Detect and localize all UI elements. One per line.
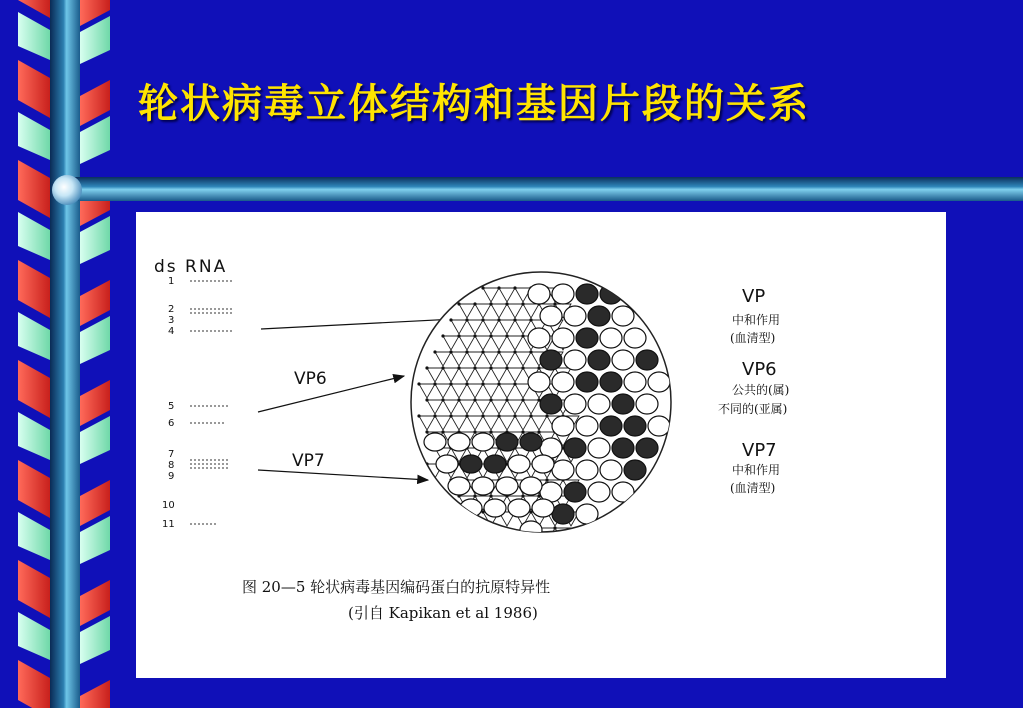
capsid-lattice-node xyxy=(473,366,476,369)
capsid-lattice-node xyxy=(433,350,436,353)
capsomere xyxy=(564,482,586,502)
capsomere xyxy=(624,460,646,480)
segment-number: 9 xyxy=(168,471,175,482)
capsid-lattice-node xyxy=(529,350,532,353)
capsomere xyxy=(576,460,598,480)
capsid-lattice-node xyxy=(505,302,508,305)
capsomere xyxy=(448,477,470,495)
capsid-lattice-node xyxy=(449,414,452,417)
capsid-lattice-node xyxy=(417,414,420,417)
capsomere xyxy=(496,433,518,451)
ribbon-red-segment xyxy=(18,360,50,418)
capsomere xyxy=(528,372,550,392)
capsid-lattice-node xyxy=(473,430,476,433)
capsid-lattice-node xyxy=(521,334,524,337)
capsid-lattice-node xyxy=(537,430,540,433)
capsid-lattice-node xyxy=(489,398,492,401)
capsid-lattice-node xyxy=(497,318,500,321)
capsid-lattice-node xyxy=(425,366,428,369)
capsid-lattice-node xyxy=(489,430,492,433)
vp7-line2: (血清型) xyxy=(730,481,776,495)
capsomere xyxy=(484,455,506,473)
capsomere xyxy=(600,416,622,436)
capsomere xyxy=(624,372,646,392)
capsomere xyxy=(552,416,574,436)
segment-number: 1 xyxy=(168,276,175,287)
capsomere xyxy=(636,438,658,458)
vp6-name: VP6 xyxy=(742,359,777,380)
capsid-lattice-node xyxy=(473,334,476,337)
capsomere xyxy=(540,394,562,414)
capsomere xyxy=(636,350,658,370)
capsid-lattice-node xyxy=(497,286,500,289)
capsomere xyxy=(508,499,530,517)
capsid-lattice-node xyxy=(449,318,452,321)
capsomere xyxy=(576,372,598,392)
capsomere xyxy=(552,504,574,524)
capsid-lattice-node xyxy=(553,302,556,305)
capsid-lattice-node xyxy=(497,350,500,353)
capsid-lattice-node xyxy=(457,334,460,337)
capsomere xyxy=(648,372,670,392)
capsid-lattice-node xyxy=(433,382,436,385)
capsomere xyxy=(636,394,658,414)
capsid-lattice-node xyxy=(497,382,500,385)
gel-bands xyxy=(190,281,232,524)
capsid-lattice-node xyxy=(553,526,556,529)
capsid-lattice-node xyxy=(481,414,484,417)
capsomere xyxy=(576,416,598,436)
segment-number: 4 xyxy=(168,326,175,337)
capsomere xyxy=(436,455,458,473)
capsomere xyxy=(564,438,586,458)
capsomere xyxy=(528,328,550,348)
capsomere xyxy=(564,394,586,414)
capsomere xyxy=(540,350,562,370)
capsid-lattice-node xyxy=(497,414,500,417)
vp4-line1: 中和作用 xyxy=(732,313,781,327)
capsomere xyxy=(576,328,598,348)
figure-citation: (引自 Kapikan et al 1986) xyxy=(348,604,538,622)
vp7-arrow-label: VP7 xyxy=(292,451,325,471)
capsomere xyxy=(472,433,494,451)
capsid-lattice-node xyxy=(433,414,436,417)
capsid-lattice-node xyxy=(521,366,524,369)
vp6-line2: 不同的(亚属) xyxy=(718,402,788,416)
ribbon-green-segment xyxy=(18,112,50,160)
capsomere xyxy=(588,394,610,414)
ribbon-green-segment xyxy=(18,12,50,60)
capsid-lattice-node xyxy=(521,398,524,401)
capsomere xyxy=(648,416,670,436)
capsomere xyxy=(588,482,610,502)
vertical-pole xyxy=(50,0,80,708)
segment-number: 8 xyxy=(168,460,175,471)
figure-svg xyxy=(136,212,946,678)
capsomere xyxy=(448,433,470,451)
capsid-lattice-node xyxy=(529,414,532,417)
ribbon-red-segment xyxy=(18,560,50,618)
capsomere xyxy=(624,416,646,436)
ribbon-green-segment xyxy=(18,212,50,260)
segment-number: 2 xyxy=(168,304,175,315)
capsid-lattice-node xyxy=(505,334,508,337)
capsid-lattice-node xyxy=(481,382,484,385)
capsid-lattice-node xyxy=(481,318,484,321)
segment-number: 11 xyxy=(162,519,175,530)
capsid-lattice-node xyxy=(545,414,548,417)
capsomere xyxy=(484,499,506,517)
capsid-lattice-node xyxy=(489,334,492,337)
capsid-lattice-node xyxy=(425,430,428,433)
ribbon-green-segment xyxy=(18,612,50,660)
capsid-lattice-node xyxy=(513,318,516,321)
capsid-lattice-node xyxy=(513,350,516,353)
rna-header: ds RNA xyxy=(154,257,228,277)
capsid-lattice-node xyxy=(465,350,468,353)
capsomere xyxy=(564,350,586,370)
ribbon-red-segment xyxy=(80,680,110,708)
decorative-ribbon xyxy=(0,0,112,708)
capsid-lattice-node xyxy=(441,398,444,401)
capsid-lattice-node xyxy=(473,494,476,497)
segment-number: 5 xyxy=(168,401,175,412)
capsid-lattice-node xyxy=(417,382,420,385)
capsid-lattice-node xyxy=(489,366,492,369)
capsomere xyxy=(552,284,574,304)
ribbon-red-segment xyxy=(18,60,50,118)
capsid-lattice-node xyxy=(449,382,452,385)
horizontal-bar xyxy=(60,177,1023,201)
capsid-lattice-node xyxy=(441,366,444,369)
ribbon-green-segment xyxy=(18,312,50,360)
capsomere xyxy=(460,499,482,517)
segment-number: 6 xyxy=(168,418,175,429)
capsomere xyxy=(600,328,622,348)
capsomere xyxy=(472,477,494,495)
ribbon-red-segment xyxy=(18,660,50,708)
capsid-lattice-node xyxy=(513,286,516,289)
capsomere xyxy=(552,460,574,480)
capsid-lattice-node xyxy=(465,382,468,385)
capsid-lattice-node xyxy=(489,302,492,305)
capsid-lattice-node xyxy=(521,494,524,497)
capsid-lattice-node xyxy=(457,398,460,401)
vp7-arrow xyxy=(258,470,428,480)
capsomere xyxy=(508,455,530,473)
capsid-lattice-node xyxy=(465,414,468,417)
capsomere xyxy=(424,433,446,451)
capsomere xyxy=(552,328,574,348)
capsid-lattice-node xyxy=(457,302,460,305)
capsomere xyxy=(564,306,586,326)
capsomere xyxy=(540,306,562,326)
vp4-line2: (血清型) xyxy=(730,331,776,345)
vp6-line1: 公共的(属) xyxy=(732,383,790,397)
vp7-name: VP7 xyxy=(742,440,777,461)
capsomere xyxy=(520,521,542,539)
capsomere xyxy=(612,482,634,502)
capsid-lattice-node xyxy=(465,318,468,321)
segment-number: 10 xyxy=(162,500,175,511)
ribbon-green-segment xyxy=(18,412,50,460)
capsid-lattice-node xyxy=(505,398,508,401)
capsid-lattice-node xyxy=(425,398,428,401)
virus-particle xyxy=(411,272,671,542)
capsomere xyxy=(600,460,622,480)
capsid-lattice-node xyxy=(457,366,460,369)
capsid-lattice-node xyxy=(529,318,532,321)
capsomere xyxy=(532,455,554,473)
capsomere xyxy=(520,477,542,495)
capsomere xyxy=(520,433,542,451)
ribbon-red-segment xyxy=(18,460,50,518)
capsomere xyxy=(624,328,646,348)
capsomere xyxy=(612,350,634,370)
capsomere xyxy=(496,477,518,495)
capsid-lattice-node xyxy=(449,350,452,353)
vp4-name: VP xyxy=(742,286,766,307)
segment-number: 3 xyxy=(168,315,175,326)
capsid-lattice-node xyxy=(473,302,476,305)
capsid-lattice-node xyxy=(513,414,516,417)
capsomere xyxy=(576,284,598,304)
bar-knob xyxy=(52,175,82,205)
capsomere xyxy=(600,284,622,304)
capsid-lattice-node xyxy=(489,494,492,497)
capsid-lattice-node xyxy=(513,382,516,385)
capsid-lattice-node xyxy=(545,478,548,481)
capsid-lattice-node xyxy=(481,350,484,353)
vp7-line1: 中和作用 xyxy=(732,463,781,477)
ribbon-red-segment xyxy=(18,160,50,218)
capsomere xyxy=(460,455,482,473)
capsomere xyxy=(600,372,622,392)
capsid-lattice-node xyxy=(473,398,476,401)
capsid-lattice-node xyxy=(521,430,524,433)
capsid-lattice-node xyxy=(441,430,444,433)
capsomere xyxy=(552,372,574,392)
figure-caption: 图 20—5 轮状病毒基因编码蛋白的抗原特异性 xyxy=(242,578,551,596)
capsomere xyxy=(588,306,610,326)
capsomere xyxy=(588,438,610,458)
ribbon-green-segment xyxy=(18,512,50,560)
capsid-lattice-node xyxy=(521,302,524,305)
capsid-lattice-node xyxy=(481,286,484,289)
capsomere xyxy=(588,350,610,370)
vp6-arrow-label: VP6 xyxy=(294,369,327,389)
slide-title: 轮状病毒立体结构和基因片段的关系 xyxy=(138,80,810,127)
capsomere xyxy=(612,394,634,414)
capsid-lattice-node xyxy=(537,366,540,369)
capsomere xyxy=(528,284,550,304)
capsid-lattice-node xyxy=(505,366,508,369)
segment-number: 7 xyxy=(168,449,175,460)
capsomere xyxy=(532,499,554,517)
rotavirus-figure xyxy=(136,212,946,678)
ribbon-red-segment xyxy=(18,260,50,318)
capsomere xyxy=(612,306,634,326)
capsid-lattice-node xyxy=(441,334,444,337)
capsomere xyxy=(612,438,634,458)
vp6-arrow xyxy=(258,376,404,412)
